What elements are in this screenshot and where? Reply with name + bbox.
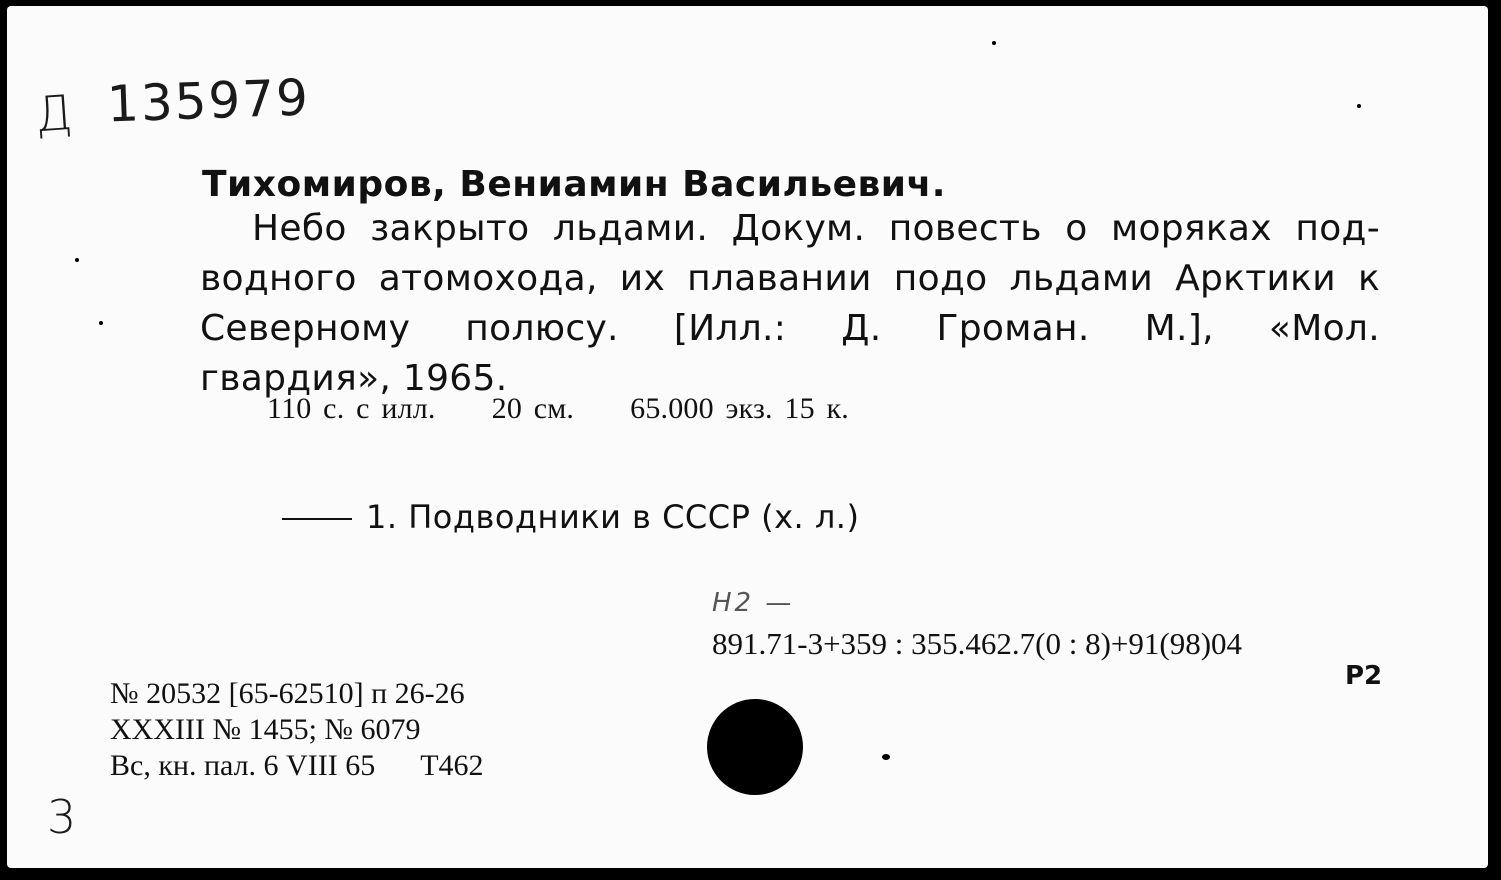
handwritten-prefix: Д	[33, 84, 77, 144]
description-line: гвардия», 1965.	[200, 358, 508, 399]
author-heading: Тихомиров, Вениамин Васильевич.	[202, 164, 946, 205]
collation-line	[267, 392, 849, 426]
description-line: Северному полюсу. [Илл.: Д. Громан. М.], «Мол.	[200, 308, 1380, 349]
handwritten-scribble: Н2 —	[712, 588, 795, 618]
handwritten-inventory-number: 135979	[106, 68, 311, 134]
description-line: водного атомохода, их плавании подо льдами Арктики к	[200, 258, 1380, 299]
classification-code: 891.71-3+359 : 355.462.7(0 : 8)+91(98)04	[712, 626, 1243, 661]
title-description	[200, 204, 1380, 404]
registry-line: Вс, кн. пал. 6 VIII 65 Т462	[110, 749, 484, 782]
subject-heading-line	[282, 498, 859, 536]
speck-mark	[992, 41, 996, 45]
speck-mark	[1357, 104, 1361, 108]
catalog-card	[7, 6, 1488, 868]
collation-copies-price: 65.000 экз. 15 к.	[630, 392, 850, 425]
description-line: Небо закрыто льдами. Докум. повесть о моряках под-	[252, 208, 1380, 249]
registry-line: № 20532 [65-62510] п 26-26	[110, 677, 465, 710]
speck-mark	[882, 754, 890, 760]
handwritten-mark: 3	[47, 790, 79, 844]
punched-hole-mark	[707, 699, 803, 795]
speck-mark	[99, 321, 103, 325]
collation-size: 20 см.	[491, 392, 575, 425]
registry-line: XXXIII № 1455; № 6079	[110, 713, 421, 746]
registry-block	[110, 676, 484, 784]
classification-suffix: Р2	[1345, 661, 1383, 691]
collation-pages: 110 с. с илл.	[267, 392, 436, 425]
speck-mark	[75, 258, 79, 262]
subject-dash	[282, 518, 352, 520]
subject-heading: 1. Подводники в СССР (х. л.)	[366, 498, 860, 536]
